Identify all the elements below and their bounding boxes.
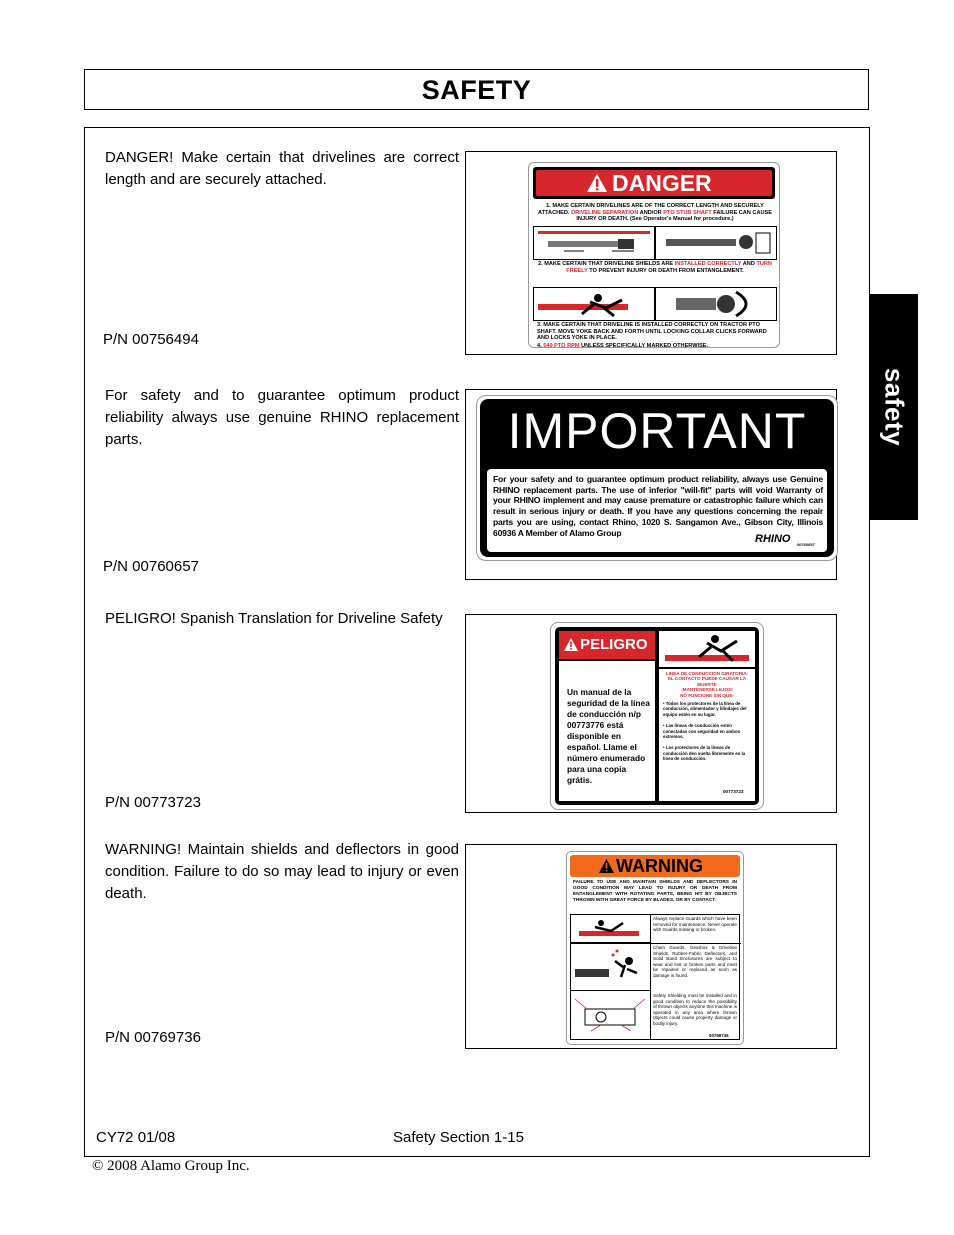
section-text-danger: DANGER! Make certain that drivelines are correct length and are securely attached.	[105, 149, 459, 188]
peligro-bullets	[663, 701, 749, 762]
part-number-danger: P/N 00756494	[103, 331, 199, 348]
shielding-diagram-icon	[571, 991, 649, 1037]
peligro-bullet: • Los protectores de la líneas de conducción den vuelta libremente en la línea de conducción.	[663, 745, 746, 762]
danger-item2: 2. MAKE CERTAIN THAT DRIVELINE SHIELDS ARE INSTALLED CORRECTLY AND TURN FREELY TO PREVENT INJURY OR DEATH FROM ENTANGLEMENT.	[538, 261, 772, 274]
warning-decal	[566, 851, 744, 1045]
important-code: 00760657	[797, 542, 815, 547]
thrown-object-icon	[571, 943, 649, 989]
decal-frame-danger	[465, 151, 837, 355]
warning-row1-picture	[571, 915, 651, 943]
entanglement-icon	[659, 631, 755, 667]
driveline-icon	[534, 227, 654, 259]
decal-frame-peligro	[465, 614, 837, 813]
danger-item1: 1. MAKE CERTAIN DRIVELINES ARE OF THE CORRECT LENGTH AND SECURELY ATTACHED. DRIVELINE SEPARATION AND/OR PTO STUB SHAFT FAILURE CAN CAUSE INJURY OR DEATH. (See Operator's Manual for procedure.)	[538, 203, 772, 223]
warning-row3-picture	[571, 991, 651, 1039]
page-title: SAFETY	[421, 75, 532, 105]
warning-header-bar	[570, 855, 740, 877]
peligro-red-text: LINEA DE CONDUCCION GIRATORIA- EL CONTACTO PUEDE CAUSAR LA MUERTE ¡MANTENERSE LEJOS! NO FUNCIONE SIN QUE-	[665, 671, 749, 698]
footer-section: Safety Section 1-15	[393, 1129, 524, 1146]
danger-heading: DANGER	[612, 170, 712, 196]
important-body: For your safety and to guarantee optimum product reliability, always use Genuine RHINO replacement parts. The use of inferior "will-fit" parts will void Warranty of your RHINO implement and may cause premature or catastrophic failure which can result in serious injury or death. If you have any questions concerning the repair parts you are using, contact Rhino, 1020 S. Sangamon Ave., Gibson City, Illinois 60936 A Member of Alamo Group	[493, 474, 823, 538]
peligro-picture	[659, 631, 755, 667]
guard-icon	[571, 915, 649, 941]
page-header	[84, 69, 869, 110]
danger-item3: 3. MAKE CERTAIN THAT DRIVELINE IS INSTALLED CORRECTLY ON TRACTOR PTO SHAFT. MOVE YOKE BACK AND FORTH UNTIL LOCKING COLLAR CLICKS FORWARD AND LOCKS YOKE IN PLACE.	[537, 322, 767, 342]
part-number-important: P/N 00760657	[103, 558, 199, 575]
footer-doc-id: CY72 01/08	[96, 1129, 176, 1146]
pto-shaft-picture	[655, 226, 777, 260]
warning-triangle-icon	[586, 173, 608, 193]
warning-triangle-icon	[563, 637, 579, 652]
peligro-bullet: • Todos los protectores de la línea de conducción, alimentador y blindajes del equipo estén en su lugar.	[663, 701, 747, 717]
section-text-important: For safety and to guarantee optimum product reliability always use genuine RHINO replacement parts.	[105, 387, 459, 448]
driveline-length-picture	[533, 226, 655, 260]
warning-row3-text: Safety Shielding must be installed and in good condition to reduce the possibility of thrown objects anytime this machine is operated in any area where thrown objects could cause property damage or bodily injury.	[653, 993, 737, 1026]
danger-header-bar	[533, 167, 775, 199]
peligro-bullet: • Las líneas de conducción estén conectadas con seguridad en ambos extremos.	[663, 723, 741, 740]
entanglement-icon	[534, 288, 654, 320]
part-number-peligro: P/N 00773723	[105, 794, 201, 811]
side-tab-label: safety	[879, 367, 909, 447]
rhino-logo: RHINO	[755, 533, 791, 545]
warning-row2-picture	[571, 943, 651, 991]
warning-top-text: FAILURE TO USE AND MAINTAIN SHIELDS AND DEFLECTORS IN GOOD CONDITION MAY LEAD TO INJURY OR DEATH FROM ENTANGLEMENT WITH ROTATING PARTS, BEING HIT BY OBJECTS THROWN WITH GREAT FORCE BY BLADES, OR BY CONTACT.	[573, 880, 737, 903]
side-tab	[869, 294, 918, 520]
important-heading: IMPORTANT	[507, 403, 807, 459]
locking-collar-picture	[655, 287, 777, 321]
peligro-decal	[550, 622, 764, 810]
section-text-peligro: PELIGRO! Spanish Translation for Driveline Safety	[105, 610, 443, 627]
pto-shaft-icon	[656, 227, 776, 259]
locking-collar-icon	[656, 288, 776, 320]
danger-item4: 4. 540 PTO RPM UNLESS SPECIFICALLY MARKED OTHERWISE.	[537, 343, 709, 349]
important-decal	[476, 395, 838, 561]
copyright: © 2008 Alamo Group Inc.	[92, 1158, 250, 1174]
decal-frame-important	[465, 389, 837, 580]
peligro-code: 00773723	[723, 789, 744, 794]
warning-triangle-icon	[598, 858, 615, 874]
warning-rows	[570, 914, 740, 1040]
section-text-warning: WARNING! Maintain shields and deflectors in good condition. Failure to do so may lead to injury or even death.	[105, 841, 459, 902]
entanglement-picture	[533, 287, 655, 321]
part-number-warning: P/N 00769736	[105, 1029, 201, 1046]
warning-row2-text: Chain Guards, Gearbox & Driveline Shields, Rubber-Fabric Deflectors, and Solid Band Enclosures are subject to wear and lost or broken parts and must be repaired or replaced as soon as damage is found.	[653, 945, 737, 978]
warning-row1-text: Always replace Guards which have been removed for maintenance. Never operate with Guards missing or broken.	[653, 916, 737, 933]
peligro-left-text: Un manual de la seguridad de la línea de conducción n/p 00773776 está disponible en español. Llame el número enumerado para una copia grátis.	[567, 687, 650, 785]
warning-code: 00769736	[709, 1033, 729, 1038]
peligro-heading: PELIGRO	[580, 636, 648, 653]
danger-decal	[528, 162, 780, 348]
warning-heading: WARNING	[616, 856, 703, 876]
decal-frame-warning	[465, 844, 837, 1049]
